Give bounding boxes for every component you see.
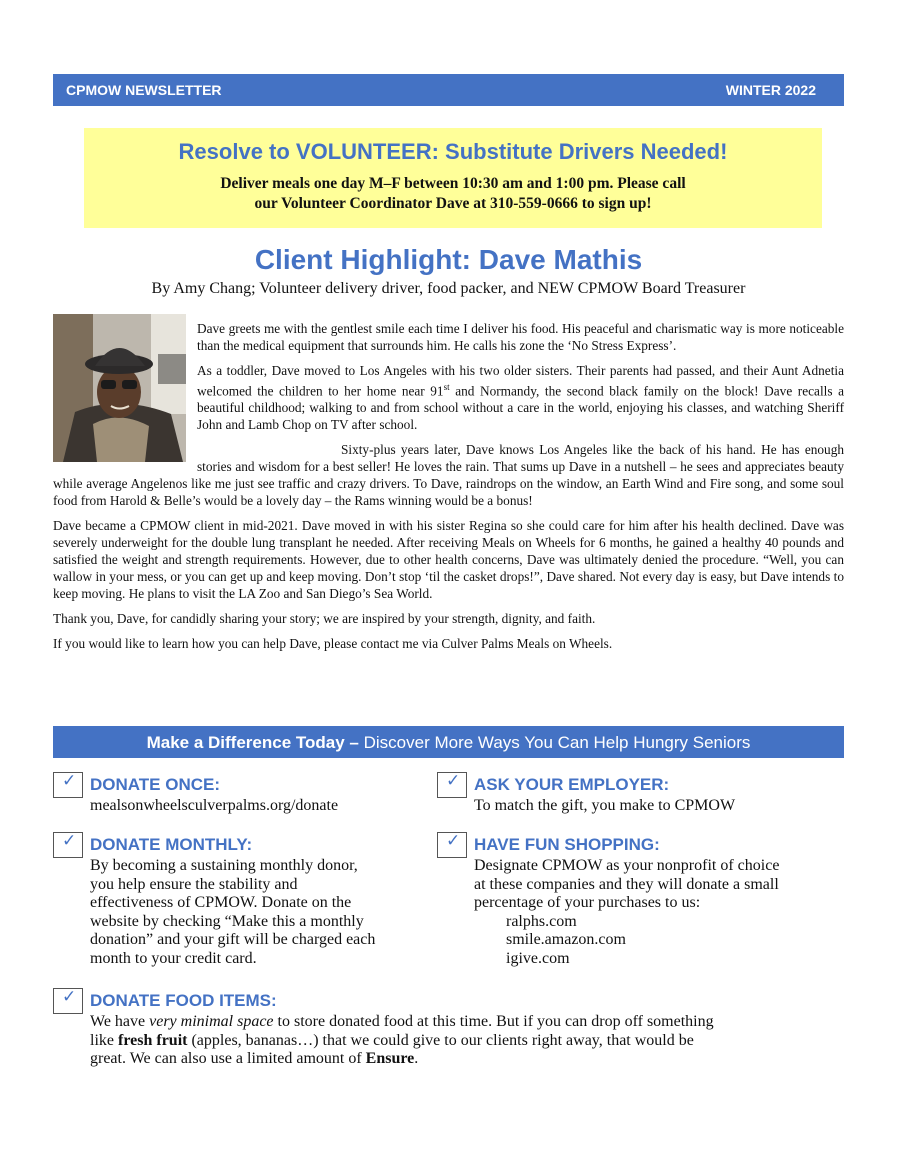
item-text: to store donated food at this time. But if you can drop off something <box>273 1013 714 1030</box>
checkbox <box>437 832 467 858</box>
donate-once-item <box>53 772 423 822</box>
item-line: By becoming a sustaining monthly donor, <box>90 857 358 874</box>
item-text: like <box>90 1031 118 1049</box>
item-line: Designate CPMOW as your nonprofit of choice <box>474 857 780 874</box>
item-body <box>474 797 735 816</box>
item-body <box>90 1013 714 1069</box>
issue-date: WINTER 2022 <box>725 82 816 98</box>
banner-text: Discover More Ways You Can Help Hungry Seniors <box>363 733 751 752</box>
ask-employer-item <box>437 772 837 822</box>
item-line: website by checking “Make this a monthly <box>90 912 364 930</box>
donate-monthly-item <box>53 832 433 977</box>
banner-bold-text: Make a Difference Today <box>146 733 345 752</box>
item-line: effectiveness of CPMOW. Donate on the <box>90 894 352 911</box>
have-fun-shopping-item <box>437 832 837 977</box>
checkmark-icon: ✓ <box>62 831 77 851</box>
shopping-site: igive.com <box>506 949 570 967</box>
item-line: donation” and your gift will be charged each <box>90 931 376 948</box>
donate-link-text: mealsonwheelsculverpalms.org/donate <box>90 797 339 814</box>
callout-title: Resolve to VOLUNTEER: Substitute Drivers Needed! <box>178 139 728 164</box>
bold-text: fresh fruit <box>118 1031 188 1049</box>
item-text: great. We can also use a limited amount of <box>90 1050 366 1067</box>
checkmark-icon: ✓ <box>446 831 461 851</box>
callout-line-2: our Volunteer Coordinator Dave at 310-559-0666 to sign up! <box>254 195 652 212</box>
item-heading: DONATE FOOD ITEMS: <box>90 991 277 1010</box>
item-line: month to your credit card. <box>90 949 257 967</box>
item-heading: HAVE FUN SHOPPING: <box>474 835 660 854</box>
item-line: percentage of your purchases to us: <box>474 894 701 911</box>
item-line <box>90 1050 714 1069</box>
donate-food-item <box>53 988 843 1078</box>
checkbox <box>53 988 83 1014</box>
banner-dash: – <box>349 733 359 752</box>
newsletter-name: CPMOW NEWSLETTER <box>66 82 222 98</box>
article-byline: By Amy Chang; Volunteer delivery driver, food packer, and NEW CPMOW Board Treasurer <box>151 280 746 297</box>
article-paragraph: Dave greets me with the gentlest smile each time I deliver his food. His peaceful and charismatic way is more noticeable than the medical equipment that surrounds him. He calls his zone the ‘No Stress Express’. <box>197 321 844 353</box>
ordinal-suffix: st <box>443 382 450 392</box>
item-text: (apples, bananas…) that we could give to our clients right away, that would be <box>187 1031 694 1049</box>
checkmark-icon: ✓ <box>446 771 461 791</box>
item-text: We have <box>90 1013 150 1030</box>
volunteer-callout <box>84 128 822 228</box>
item-body <box>474 857 779 968</box>
emphasis-text: very minimal space <box>149 1013 274 1030</box>
shopping-site: ralphs.com <box>506 912 577 930</box>
article-paragraph: If you would like to learn how you can help Dave, please contact me via Culver Palms Meals on Wheels. <box>53 636 613 652</box>
article-paragraph: Dave became a CPMOW client in mid-2021. Dave moved in with his sister Regina so she could care for him after his health declined. Dave was severely underweight for the double lung transplant he needed. After receiving Meals on Wheels for 6 months, he gained a healthy 40 pounds and satisfied the weight and strength requirements. However, due to other health concerns, Dave was ultimately denied the procedure. “Well, you can wallow in your mess, or you can get up and keep moving. Don’t stop ‘til the casket drops!”, Dave shared. Not every day is easy, but Dave intends to keep moving. He plans to visit the LA Zoo and San Diego’s Sea World. <box>53 518 844 602</box>
item-text: . <box>414 1050 419 1067</box>
checkbox <box>53 832 83 858</box>
photo-spacer <box>53 320 197 462</box>
checkbox <box>53 772 83 798</box>
shopping-site: smile.amazon.com <box>506 931 626 948</box>
item-body <box>90 857 375 968</box>
checkmark-icon: ✓ <box>62 771 77 791</box>
newsletter-header-bar <box>53 74 844 106</box>
callout-body <box>84 174 822 214</box>
checkmark-icon: ✓ <box>62 987 77 1007</box>
article-title: Client Highlight: Dave Mathis <box>254 244 643 275</box>
callout-line-1: Deliver meals one day M–F between 10:30 am and 1:00 pm. Please call <box>220 175 686 192</box>
item-line <box>90 1032 714 1051</box>
item-heading: DONATE MONTHLY: <box>90 835 253 854</box>
article-paragraph: Thank you, Dave, for candidly sharing your story; we are inspired by your strength, dignity, and faith. <box>53 611 596 627</box>
article-text: As a toddler, Dave moved to Los Angeles with his two older sisters. Their parents had passed, and their Aunt Adnetia welcomed the children to her home near 91 <box>197 363 844 399</box>
bold-text: Ensure <box>365 1050 415 1067</box>
item-line: you help ensure the stability and <box>90 875 298 893</box>
item-line <box>90 1013 714 1032</box>
item-body <box>90 797 338 816</box>
item-line: at these companies and they will donate a small <box>474 875 779 893</box>
article-text: and Normandy, the second black family on the block! Dave recalls a beautiful childhood; walking to and from school without a care in the world, enjoying his classes, and watching Sheriff John and Lamb Chop on TV after school. <box>197 383 844 433</box>
article-paragraph: Sixty-plus years later, Dave knows Los Angeles like the back of his hand. He has enough stories and wisdom for a best seller! He loves the rain. That sums up Dave in a nutshell – he sees and appreciates beauty while average Angelenos like me just see traffic and crazy drivers. To Dave, raindrops on the window, an Earth Wind and Fire song, and some soul food from Harold & Belle’s would be a lovely day – the Rams winning would be a bonus! <box>53 442 844 509</box>
checkbox <box>437 772 467 798</box>
section-banner <box>53 726 844 758</box>
item-text: To match the gift, you make to CPMOW <box>474 797 736 814</box>
item-heading: DONATE ONCE: <box>90 775 221 794</box>
item-heading: ASK YOUR EMPLOYER: <box>474 775 670 794</box>
article-body <box>53 320 844 660</box>
